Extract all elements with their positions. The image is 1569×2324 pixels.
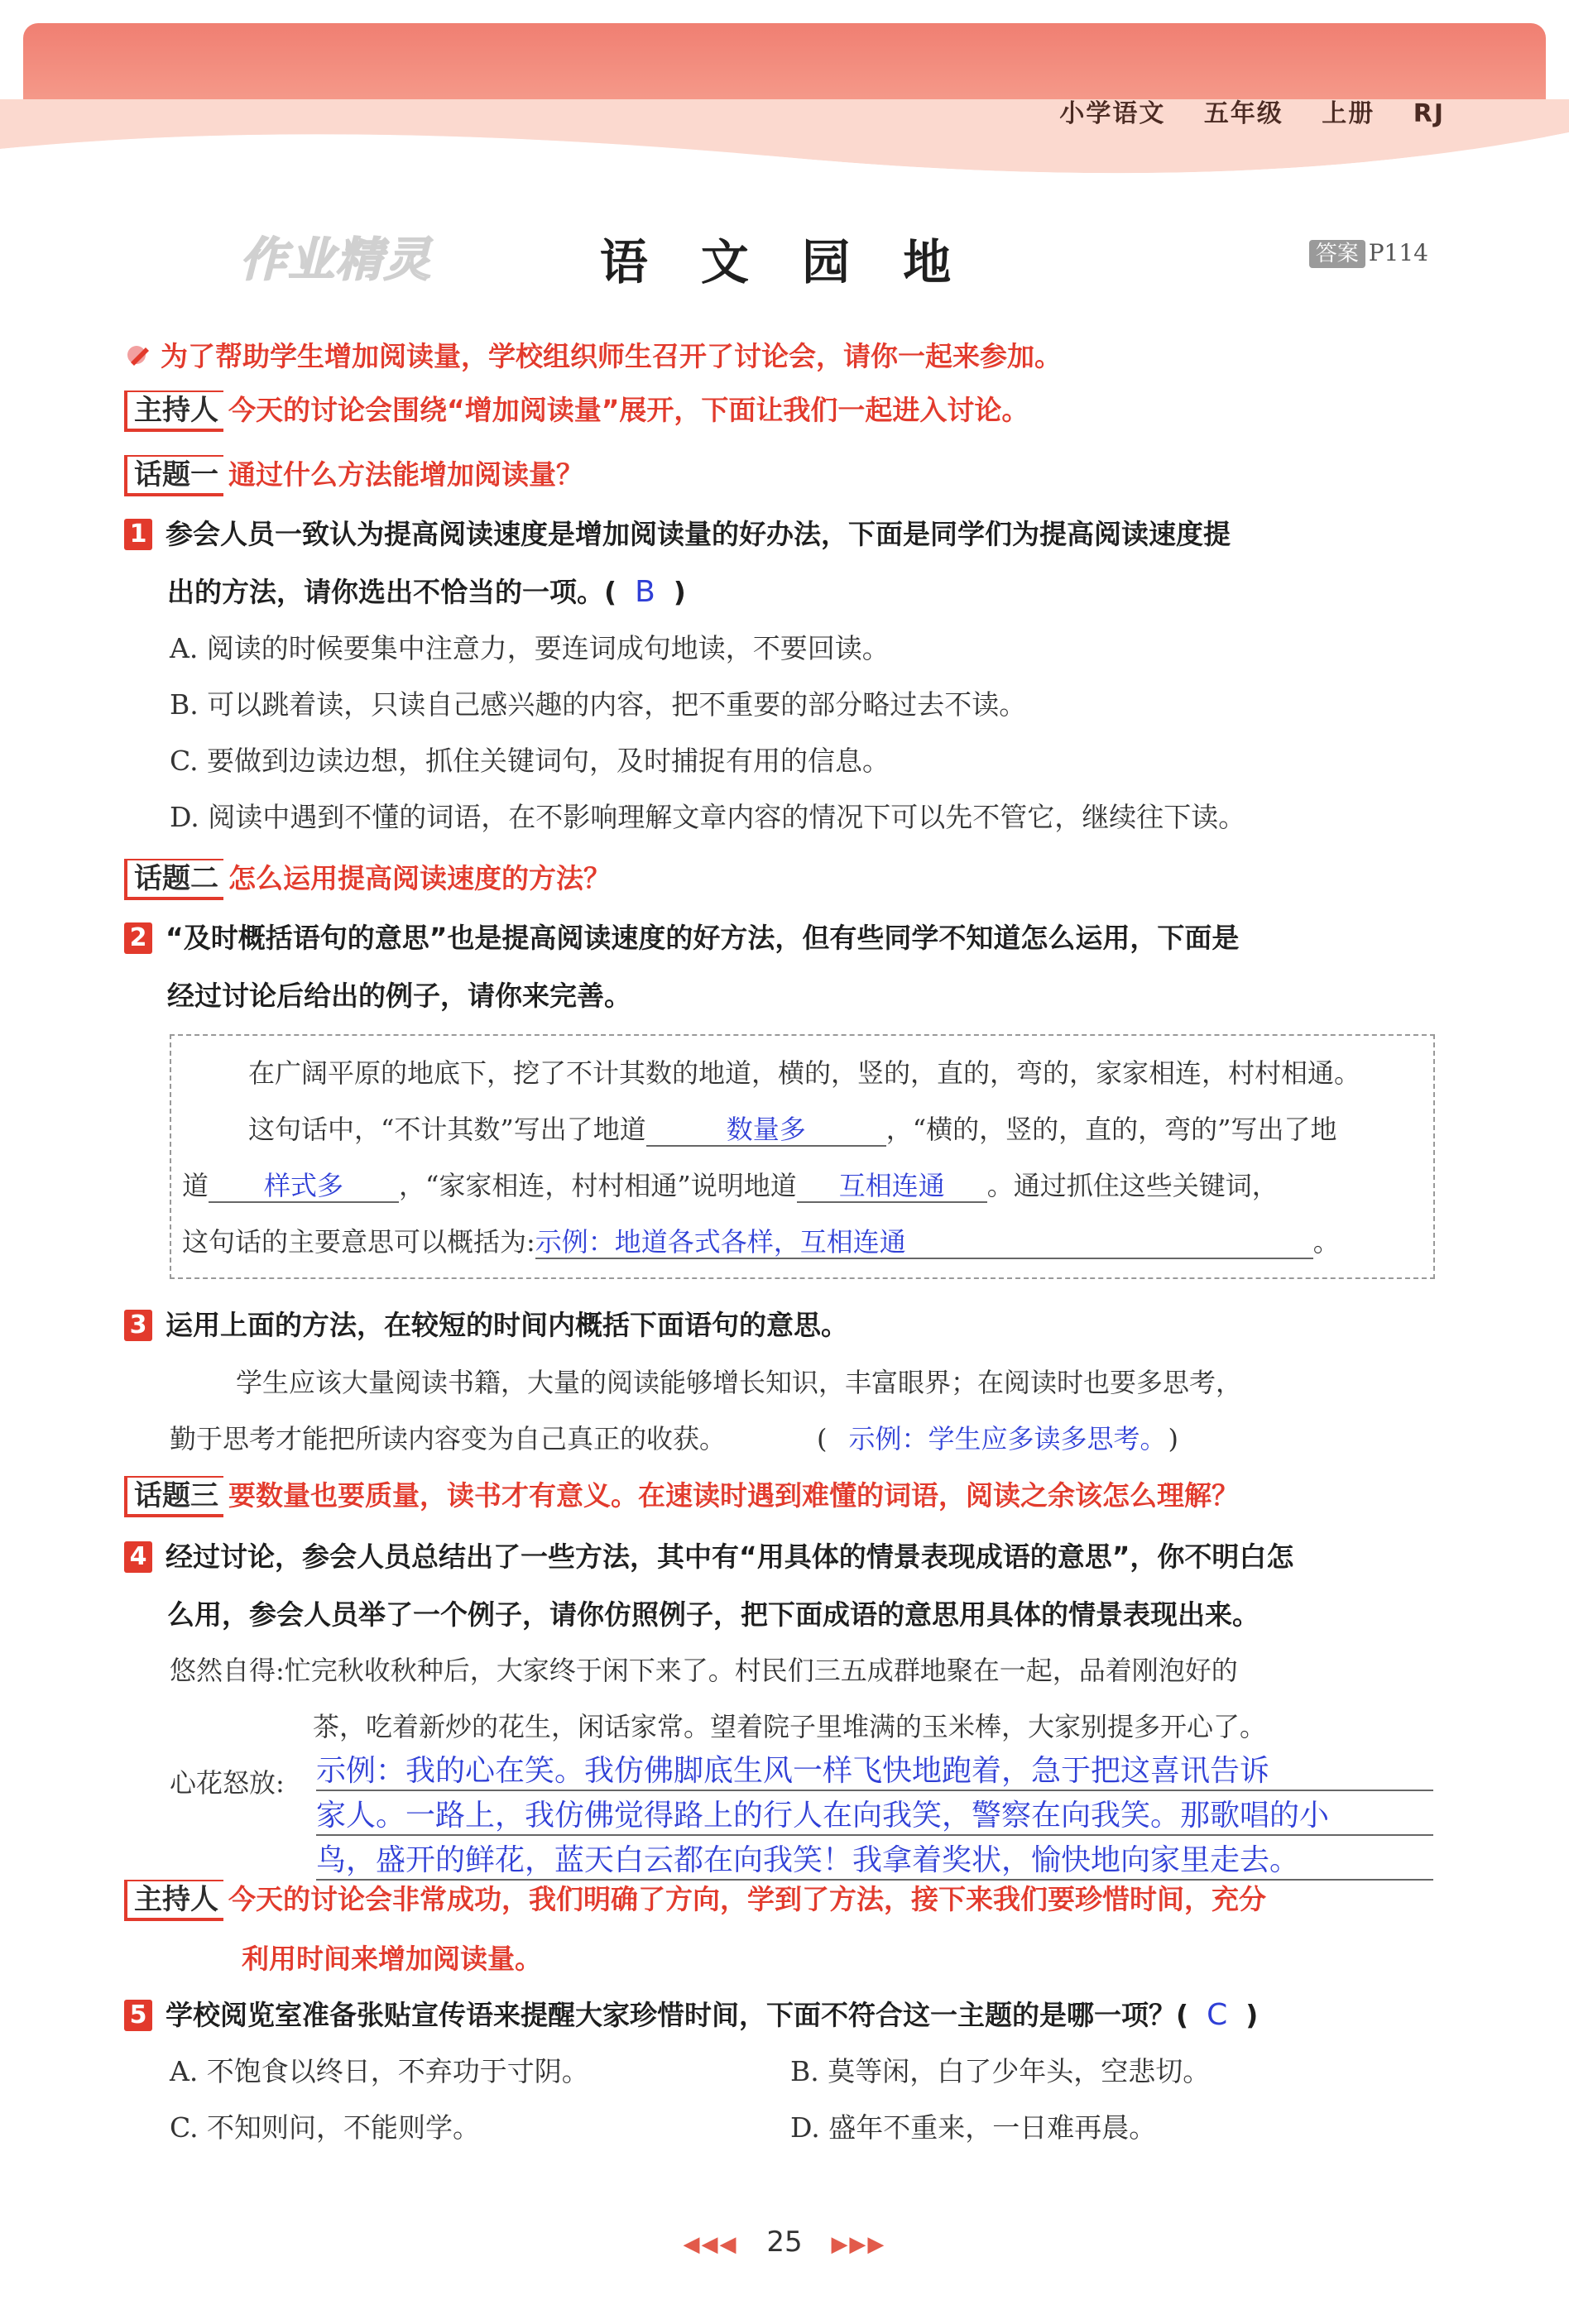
- page-footer: [0, 2226, 1569, 2259]
- page-title: 语 文 园 地: [599, 234, 970, 290]
- q1-stem-line1: 1 参会人员一致认为提高阅读速度是增加阅读量的好办法，下面是同学们为提高阅读速度提: [124, 513, 1231, 552]
- q2-stem-line1: 2 “及时概括语句的意思”也是提高阅读速度的好方法，但有些同学不知道怎么运用，下面是: [124, 917, 1239, 956]
- q3-number: 3: [124, 1310, 152, 1341]
- q4-answer-line2: 家人。一路上，我仿佛觉得路上的行人在向我笑，警察在向我笑。那歌唱的小: [316, 1792, 1433, 1836]
- q4-number: 4: [124, 1541, 152, 1573]
- q5-option-b: B. 莫等闲，白了少年头，空悲切。: [790, 2055, 1211, 2087]
- book-info: [1031, 93, 1445, 129]
- q2-answer-3: 互相连通: [838, 1170, 945, 1201]
- subject-label: 小学语文: [1059, 99, 1166, 128]
- answer-tag: 答案: [1309, 240, 1365, 268]
- q4-answer-line3: 鸟，盛开的鲜花，蓝天白云都在向我笑！我拿着奖状，愉快地向家里走去。: [316, 1837, 1433, 1881]
- topic2-line: 话题二 怎么运用提高阅读速度的方法？: [124, 857, 611, 900]
- q2-box-line2: 这句话中，“不计其数”写出了地道 数量多 ，“横的，竖的，直的，弯的”写出了地: [248, 1114, 1337, 1145]
- answer-page: P114: [1368, 239, 1428, 266]
- intro-line: 为了帮助学生增加阅读量，学校组织师生召开了讨论会，请你一起来参加。: [124, 335, 1062, 374]
- q4-idiom1-line2: 茶，吃着新炒的花生，闲话家常。望着院子里堆满的玉米棒，大家别提多开心了。: [313, 1711, 1267, 1742]
- q4-idiom1-line1: 悠然自得:忙完秋收秋种后，大家终于闲下来了。村民们三五成群地聚在一起，品着刚泡好的: [170, 1655, 1238, 1686]
- topic1-label: 话题一: [124, 455, 223, 496]
- q1-option-c: C. 要做到边读边想，抓住关键词句，及时捕捉有用的信息。: [170, 745, 890, 777]
- topic1-line: 话题一 通过什么方法能增加阅读量？: [124, 453, 583, 496]
- q2-box-line4: 这句话的主要意思可以概括为:示例：地道各式各样，互相连通 。: [182, 1226, 1340, 1258]
- page-number: 25: [766, 2226, 803, 2259]
- volume-label: 上册: [1322, 99, 1375, 128]
- q5-option-c: C. 不知则问，不能则学。: [170, 2111, 481, 2144]
- q1-option-d: D. 阅读中遇到不懂的词语，在不影响理解文章内容的情况下可以先不管它，继续往下读。: [170, 801, 1246, 833]
- pen-icon: [124, 341, 152, 369]
- q4-stem-line1: 4 经过讨论，参会人员总结出了一些方法，其中有“用具体的情景表现成语的意思”，你不明白怎: [124, 1536, 1293, 1574]
- idiom1-label: 悠然自得:: [170, 1655, 285, 1686]
- q5-stem: 5 学校阅览室准备张贴宣传语来提醒大家珍惜时间，下面不符合这一主题的是哪一项？( C ): [124, 1994, 1258, 2033]
- q1-number: 1: [124, 519, 152, 550]
- q2-box-line1: 在广阔平原的地底下，挖了不计其数的地道，横的，竖的，直的，弯的，家家相连，村村相通。: [248, 1057, 1361, 1089]
- edition-label: RJ: [1413, 99, 1445, 128]
- q3-answer: 示例：学生应多读多思考。: [848, 1423, 1154, 1454]
- topic3-label: 话题三: [124, 1476, 223, 1517]
- q4-idiom2-label: 心花怒放:: [170, 1767, 285, 1799]
- q3-stem: 3 运用上面的方法，在较短的时间内概括下面语句的意思。: [124, 1304, 848, 1343]
- q1-option-a: A. 阅读的时候要集中注意力，要连词成句地读，不要回读。: [170, 632, 890, 664]
- grade-label: 五年级: [1203, 99, 1284, 128]
- host-label-2: 主持人: [124, 1880, 223, 1921]
- topic3-line: 话题三 要数量也要质量，读书才有意义。在速读时遇到难懂的词语，阅读之余该怎么理解？: [124, 1474, 1239, 1517]
- q4-answer-line1: 示例：我的心在笑。我仿佛脚底生风一样飞快地跑着，急于把这喜讯告诉: [316, 1747, 1433, 1791]
- q2-answer-4: 示例：地道各式各样，互相连通: [535, 1226, 906, 1258]
- q2-number: 2: [124, 922, 152, 954]
- q5-option-d: D. 盛年不重来，一日难再晨。: [790, 2111, 1157, 2144]
- q3-passage-line1: 学生应该大量阅读书籍，大量的阅读能够增长知识，丰富眼界；在阅读时也要多思考，: [236, 1367, 1243, 1398]
- host-open-line: 主持人 今天的讨论会围绕“增加阅读量”展开，下面让我们一起进入讨论。: [124, 389, 1029, 432]
- logo: 作业精灵: [240, 233, 432, 287]
- q5-option-a: A. 不饱食以终日，不弃功于寸阴。: [170, 2055, 589, 2087]
- nav-prev-icon: ◀◀◀: [683, 2232, 738, 2257]
- q1-option-b: B. 可以跳着读，只读自己感兴趣的内容，把不重要的部分略过去不读。: [170, 688, 1027, 721]
- host-close-line1: 主持人 今天的讨论会非常成功，我们明确了方向，学到了方法，接下来我们要珍惜时间，充分: [124, 1878, 1266, 1921]
- host-close-line2: 利用时间来增加阅读量。: [242, 1943, 542, 1975]
- q5-number: 5: [124, 2000, 152, 2031]
- topic2-label: 话题二: [124, 859, 223, 900]
- q3-passage-line2: 勤于思考才能把所读内容变为自己真正的收获。 ( 示例：学生应多读多思考。 ): [170, 1423, 1178, 1454]
- q4-stem-line2: 么用，参会人员举了一个例子，请你仿照例子，把下面成语的意思用具体的情景表现出来。: [167, 1598, 1260, 1631]
- nav-next-icon: ▶▶▶: [831, 2232, 886, 2257]
- q2-stem-line2: 经过讨论后给出的例子，请你来完善。: [167, 980, 631, 1012]
- q2-answer-2: 样式多: [264, 1170, 344, 1201]
- q2-box-line3: 道 样式多 ，“家家相连，村村相通”说明地道 互相连通 。通过抓住这些关键词，: [182, 1170, 1279, 1201]
- answer-reference: [1309, 237, 1428, 267]
- q1-stem-line2: 出的方法，请你选出不恰当的一项。( B ): [167, 575, 686, 609]
- q2-answer-1: 数量多: [726, 1114, 806, 1145]
- q1-answer: B: [635, 575, 655, 609]
- q5-answer: C: [1207, 1998, 1228, 2032]
- host-label: 主持人: [124, 391, 223, 432]
